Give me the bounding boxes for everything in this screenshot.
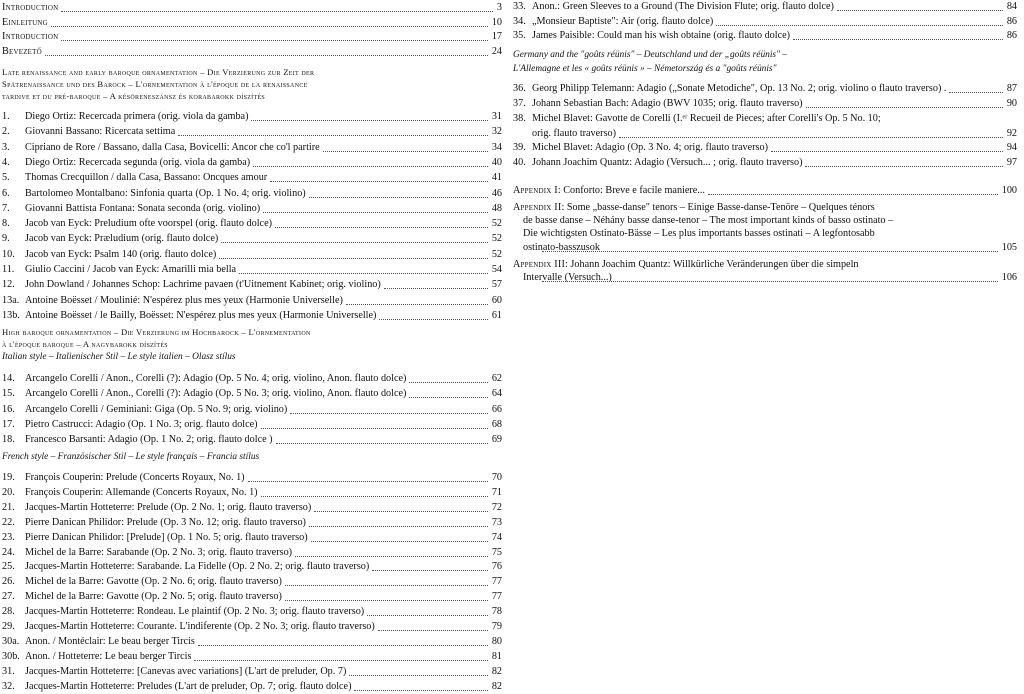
dotted-leader — [619, 137, 1003, 138]
entry-number: 33. — [513, 1, 526, 12]
toc-entry — [2, 1, 506, 15]
entry-page-number: 41 — [491, 172, 502, 184]
toc-entry — [513, 82, 1021, 96]
entry-title: Jacques-Martin Hotteterre: Courante. L'indiferente (Op. 2 No. 3; orig. flauto traverso) — [25, 621, 375, 632]
entry-number: 20. — [2, 486, 15, 498]
dotted-leader — [837, 10, 1003, 11]
entry-page-number: 46 — [491, 187, 502, 199]
entry-page-number: 54 — [491, 264, 502, 275]
entry-title: Jacques-Martin Hotteterre: [Canevas avec variations] (L'art de preluder, Op. 7) — [25, 665, 347, 677]
toc-entry — [2, 217, 506, 231]
entry-page-number: 105 — [1001, 241, 1017, 253]
entry-number: 40. — [513, 157, 526, 168]
toc-entry — [513, 127, 1021, 141]
toc-entry — [2, 560, 506, 574]
dotted-leader — [295, 556, 488, 557]
front-matter-title: Introduction — [2, 31, 59, 42]
entry-number: 9. — [2, 233, 10, 245]
entry-title: François Couperin: Allemande (Concerts Royaux, No. 1) — [25, 486, 258, 498]
entry-page-number: 86 — [1006, 30, 1017, 41]
toc-entry — [2, 16, 506, 30]
dotted-leader — [253, 166, 488, 167]
dotted-leader — [194, 660, 487, 661]
appendix-text: : Conforto: Breve e facile maniere... — [557, 185, 705, 196]
appendix-label: Appendix III — [513, 259, 566, 270]
entry-title: Jacques-Martin Hotteterre: Sarabande. La Fidelle (Op. 2 No. 2; orig. flauto traverso) — [25, 561, 370, 573]
toc-entry — [2, 110, 506, 124]
entry-title: Michel de la Barre: Sarabande (Op. 2 No. 3; orig. flauto traverso) — [25, 546, 293, 558]
dotted-leader — [61, 11, 493, 12]
entry-title: François Couperin: Prelude (Concerts Royaux, No. 1) — [25, 472, 245, 483]
toc-entry — [2, 263, 506, 277]
dotted-leader — [771, 151, 1003, 152]
entry-number: 23. — [2, 531, 15, 543]
entry-number: 36. — [513, 83, 526, 94]
entry-page-number: 72 — [491, 501, 502, 513]
dotted-leader — [261, 496, 488, 497]
entry-number: 37. — [513, 98, 526, 109]
entry-number: 5. — [2, 172, 10, 184]
entry-number: 18. — [2, 434, 15, 446]
entry-title: Thomas Crecquillon / dalla Casa, Bassano: Oncques amour — [25, 172, 268, 184]
dotted-leader — [178, 135, 488, 136]
entry-page-number: 32 — [491, 126, 502, 138]
dotted-leader — [323, 151, 488, 152]
entry-number: 7. — [2, 202, 10, 214]
entry-page-number: 52 — [491, 233, 502, 245]
dotted-leader — [290, 413, 488, 414]
entry-title: Diego Ortiz: Recercada segunda (orig. viola da gamba) — [25, 156, 251, 168]
entry-page-number: 92 — [1006, 127, 1017, 139]
entry-number: 39. — [513, 142, 526, 153]
entry-number: 4. — [2, 156, 10, 168]
entry-page-number: 31 — [491, 111, 502, 122]
entry-title: Jacob van Eyck: Psalm 140 (orig. flauto dolce) — [25, 248, 217, 260]
entry-number: 8. — [2, 218, 10, 230]
toc-entry — [2, 309, 506, 323]
dotted-leader — [221, 242, 488, 243]
toc-entry — [2, 680, 506, 694]
entry-number: 25. — [2, 561, 15, 573]
section-heading-renaissance — [2, 66, 506, 102]
appendix-line — [513, 227, 1021, 241]
toc-entry — [2, 141, 506, 155]
toc-entry — [2, 486, 506, 500]
dotted-leader — [309, 197, 488, 198]
toc-entry — [2, 650, 506, 664]
entry-page-number: 68 — [491, 418, 502, 430]
dotted-leader — [261, 428, 488, 429]
toc-entry — [2, 248, 506, 262]
entry-page-number: 100 — [1001, 185, 1017, 196]
toc-entry — [2, 575, 506, 589]
german-style-subheading-line2: L'Allemagne et les « goûts réünis » – Németország és a "goûts réünis" — [513, 64, 777, 74]
entry-page-number: 76 — [491, 561, 502, 573]
entry-title: Jacques-Martin Hotteterre: Prelude (Op. 2 No. 1; orig. flauto traverso) — [25, 501, 312, 513]
toc-entry — [2, 171, 506, 185]
entry-page-number: 74 — [491, 531, 502, 543]
entry-number: 19. — [2, 472, 15, 483]
dotted-leader — [198, 645, 488, 646]
dotted-leader — [219, 258, 488, 259]
entry-title: Anon. / Montéclair: Le beau berger Tircis — [25, 635, 195, 647]
entry-number: 21. — [2, 501, 15, 513]
section-heading-high-baroque — [2, 326, 506, 350]
entry-page-number: 71 — [491, 486, 502, 498]
entry-page-number: 86 — [1006, 15, 1017, 27]
toc-entry — [2, 202, 506, 216]
appendix-text: : Johann Joachim Quantz: Willkürliche Veränderungen über die simpeln — [565, 259, 859, 270]
entry-title: Pierre Danican Philidor: Prelude (Op. 3 No. 12; orig. flauto traverso) — [25, 516, 306, 528]
entry-page-number: 84 — [1006, 1, 1017, 12]
toc-entry — [2, 45, 506, 59]
dotted-leader — [949, 92, 1002, 93]
entry-title: Georg Philipp Telemann: Adagio („Sonate Metodiche", Op. 13 No. 2; orig. violino o flauto traverso) . — [532, 83, 947, 94]
dotted-leader — [384, 288, 488, 289]
entry-page-number: 69 — [491, 434, 502, 446]
entry-page-number: 70 — [491, 472, 502, 483]
entry-title: Arcangelo Corelli / Anon., Corelli (?): Adagio (Op. 5 No. 4; orig. violino, Anon. flauto dolce) — [25, 373, 407, 384]
entry-title: Jacob van Eyck: Præludium (orig. flauto dolce) — [25, 233, 219, 245]
entry-title: James Paisible: Could man his wish obtaine (orig. flauto dolce) — [532, 30, 791, 41]
toc-entry — [2, 30, 506, 44]
toc-entry — [2, 665, 506, 679]
entry-number: 26. — [2, 576, 15, 588]
entry-page-number: 62 — [491, 373, 502, 384]
entry-page-number: 3 — [496, 2, 502, 13]
entry-number: 3. — [2, 141, 10, 153]
dotted-leader — [716, 25, 1003, 26]
entry-title: Jacob van Eyck: Preludium ofte voorspel (orig. flauto dolce) — [25, 218, 272, 230]
appendix-text: : Some „basse-danse" tenors – Einige Basse-danse-Tenöre – Quelques ténors — [561, 202, 875, 213]
entry-page-number: 90 — [1006, 98, 1017, 109]
section-heading-line: High baroque ornamentation – Die Verzierung im Hochbarock – L'ornementation — [2, 327, 311, 337]
entry-number: 10. — [2, 248, 15, 260]
front-matter-title: Bevezető — [2, 45, 42, 57]
dotted-leader — [61, 40, 487, 41]
entry-number: 38. — [513, 113, 526, 124]
dotted-leader — [248, 481, 488, 482]
toc-entry — [2, 125, 506, 139]
toc-entry — [513, 15, 1021, 29]
entry-title: Giovanni Bassano: Ricercata settima — [25, 126, 176, 138]
italian-style-subheading: Italian style – Italienischer Stil – Le style italien – Olasz stílus — [2, 352, 236, 362]
entry-title: Antoine Boësset / Moulinié: N'espérez plus mes yeux (Harmonie Universelle) — [25, 294, 343, 306]
entry-title: Pietro Castrucci: Adagio (Op. 1 No. 3; orig. flauto dolce) — [25, 418, 258, 430]
dotted-leader — [354, 690, 487, 691]
entry-title: Diego Ortiz: Recercada primera (orig. viola da gamba) — [25, 111, 249, 122]
entry-number: 16. — [2, 403, 15, 415]
entry-page-number: 66 — [491, 403, 502, 415]
entry-number: 6. — [2, 187, 10, 199]
dotted-leader — [708, 194, 998, 195]
entry-page-number: 82 — [491, 665, 502, 677]
toc-entry — [2, 403, 506, 417]
entry-page-number: 79 — [491, 621, 502, 632]
entry-title: Anon. / Hotteterre: Le beau berger Tircis — [25, 650, 192, 662]
entry-number: 14. — [2, 373, 15, 384]
section-heading-line: tardive et du pré-baroque – A késöreneszánsz és korabarokk díszítés — [2, 91, 266, 101]
appendix-title — [513, 184, 705, 198]
toc-entry — [2, 516, 506, 530]
entry-title: Francesco Barsanti: Adagio (Op. 1 No. 2; orig. flauto dolce ) — [25, 434, 273, 446]
entry-number: 34. — [513, 15, 526, 27]
dotted-leader — [276, 443, 488, 444]
toc-entry — [2, 590, 506, 604]
toc-entry — [2, 635, 506, 649]
dotted-leader — [51, 26, 488, 27]
entry-title: Giovanni Battista Fontana: Sonata seconda (orig. violino) — [25, 202, 261, 214]
entry-title: Michel Blavet: Adagio (Op. 3 No. 4; orig. flauto traverso) — [532, 142, 768, 153]
toc-entry — [513, 0, 1021, 14]
entry-page-number: 24 — [491, 45, 502, 57]
section-heading-line: à l'époque baroque – A nagybarokk díszítés — [2, 339, 168, 349]
entry-title: John Dowland / Johannes Schop: Lachrime pavaen (t'Uitnement Kabinet; orig. violino) — [25, 279, 381, 291]
dotted-leader — [805, 166, 1002, 167]
entry-number: 35. — [513, 30, 526, 41]
entry-page-number: 94 — [1006, 142, 1017, 153]
entry-title: Johann Joachim Quantz: Adagio (Versuch... ; orig. flauto traverso) — [532, 157, 803, 168]
appendix-text: Die wichtigsten Ostinato-Bässe – Les plus importants basses ostinati – A legfontosabb — [523, 228, 875, 240]
entry-page-number: 48 — [491, 202, 502, 214]
entry-title: Giulio Caccini / Jacob van Eyck: Amarilli mia bella — [25, 264, 237, 275]
entry-title: Bartolomeo Montalbano: Sinfonia quarta (Op. 1 No. 4; orig. violino) — [25, 187, 306, 199]
toc-entry — [2, 433, 506, 447]
entry-number: 29. — [2, 621, 15, 632]
entry-number: 12. — [2, 279, 15, 291]
entry-title: Michel de la Barre: Gavotte (Op. 2 No. 5; orig. flauto traverso) — [25, 591, 282, 603]
entry-number: 13b. — [2, 309, 20, 321]
entry-number: 31. — [2, 665, 15, 677]
dotted-leader — [379, 319, 487, 320]
toc-entry — [2, 294, 506, 308]
appendix-entry — [513, 184, 1021, 198]
entry-title: Anon.: Green Sleeves to a Ground (The Division Flute; orig. flauto dolce) — [532, 1, 834, 12]
appendix-line — [513, 201, 1021, 215]
toc-entry — [2, 156, 506, 170]
toc-entry — [2, 372, 506, 386]
entry-title: Jacques-Martin Hotteterre: Rondeau. Le plaintif (Op. 2 No. 3; orig. flauto traverso) — [25, 606, 365, 618]
dotted-leader — [409, 397, 487, 398]
front-matter-title: Introduction — [2, 2, 59, 13]
toc-entry — [2, 187, 506, 201]
entry-page-number: 78 — [491, 606, 502, 618]
toc-entry — [2, 387, 506, 401]
entry-page-number: 60 — [491, 294, 502, 306]
entry-number: 2. — [2, 126, 10, 138]
dotted-leader — [367, 615, 488, 616]
entry-page-number: 52 — [491, 248, 502, 260]
entry-page-number: 57 — [491, 279, 502, 291]
entry-number: 30a. — [2, 635, 20, 647]
dotted-leader — [793, 39, 1003, 40]
entry-number: 32. — [2, 680, 15, 692]
appendix-line — [513, 241, 1021, 255]
entry-number: 28. — [2, 606, 15, 618]
dotted-leader — [263, 212, 488, 213]
dotted-leader — [378, 630, 488, 631]
entry-page-number: 77 — [491, 591, 502, 603]
appendix-line — [513, 214, 1021, 228]
toc-entry — [513, 156, 1021, 170]
french-style-subheading: French style – Französischer Stil – Le style français – Francia stílus — [2, 452, 260, 462]
dotted-leader — [372, 570, 488, 571]
entry-title: Arcangelo Corelli / Anon., Corelli (?): Adagio (Op. 5 No. 3; orig. violino, Anon. flauto dolce) — [25, 388, 407, 400]
dotted-leader — [45, 55, 488, 56]
appendix-text: de basse danse – Néhány basse danse-tenor – The most important kinds of basso ostinato – — [523, 215, 894, 227]
dotted-leader — [409, 382, 487, 383]
entry-title: Cipriano de Rore / Bassano, dalla Casa, Bovicelli: Ancor che co'l partire — [25, 141, 320, 153]
dotted-leader — [275, 227, 488, 228]
entry-page-number: 87 — [1006, 83, 1017, 94]
entry-page-number: 34 — [491, 141, 502, 153]
entry-title: Pierre Danican Philidor: [Prelude] (Op. 1 No. 5; orig. flauto traverso) — [25, 531, 308, 543]
toc-entry — [513, 97, 1021, 111]
toc-entry — [2, 471, 506, 485]
entry-number: 1. — [2, 111, 10, 122]
entry-number: 11. — [2, 264, 15, 275]
german-style-subheading-line1: Germany and the "goûts réünis" – Deutschland und der „goûts réünis" – — [513, 50, 788, 60]
entry-title: Antoine Boësset / le Bailly, Boësset: N'espérez plus mes yeux (Harmonie Universelle) — [25, 309, 377, 321]
toc-entry — [2, 418, 506, 432]
toc-entry — [513, 112, 1021, 126]
entry-page-number: 40 — [491, 156, 502, 168]
entry-title: „Monsieur Baptiste": Air (orig. flauto dolce) — [532, 15, 714, 27]
entry-page-number: 77 — [491, 576, 502, 588]
entry-page-number: 75 — [491, 546, 502, 558]
toc-entry — [513, 141, 1021, 155]
entry-number: 27. — [2, 591, 15, 603]
entry-page-number: 64 — [491, 388, 502, 400]
section-heading-line: Spätrenaissance und des Barock – L'ornementation à l'époque de la renaissance — [2, 79, 308, 89]
dotted-leader — [542, 281, 997, 282]
entry-page-number: 17 — [491, 31, 502, 42]
entry-page-number: 80 — [491, 635, 502, 647]
appendix-text: Intervalle (Versuch...) — [523, 272, 612, 284]
entry-title: Jacques-Martin Hotteterre: Preludes (L'art de preluder, Op. 7; orig. flauto dolce) — [25, 680, 352, 692]
dotted-leader — [806, 107, 1003, 108]
toc-entry — [2, 501, 506, 515]
dotted-leader — [285, 585, 488, 586]
entry-number: 13a. — [2, 294, 20, 306]
entry-number: 15. — [2, 388, 15, 400]
dotted-leader — [285, 600, 488, 601]
toc-entry — [2, 620, 506, 634]
entry-number: 22. — [2, 516, 15, 528]
dotted-leader — [311, 541, 488, 542]
entry-title: Johann Sebastian Bach: Adagio (BWV 1035; orig. flauto traverso) — [532, 98, 803, 109]
entry-page-number: 10 — [491, 16, 502, 28]
dotted-leader — [270, 181, 488, 182]
entry-title: Michel Blavet: Gavotte de Corelli (I.ᵉʳ Recueil de Pieces; after Corelli's Op. 5 No. 10; — [532, 113, 881, 124]
dotted-leader — [251, 120, 487, 121]
entry-number: 17. — [2, 418, 15, 430]
toc-entry — [2, 278, 506, 292]
dotted-leader — [349, 675, 487, 676]
entry-title: Arcangelo Corelli / Geminiani: Giga (Op. 5 No. 9; orig. violino) — [25, 403, 288, 415]
entry-title: Michel de la Barre: Gavotte (Op. 2 No. 6; orig. flauto traverso) — [25, 576, 282, 588]
entry-page-number: 52 — [491, 218, 502, 230]
entry-page-number: 73 — [491, 516, 502, 528]
dotted-leader — [346, 304, 488, 305]
entry-page-number: 106 — [1001, 272, 1017, 284]
toc-entry — [2, 232, 506, 246]
dotted-leader — [314, 511, 488, 512]
toc-entry — [2, 605, 506, 619]
toc-entry — [513, 29, 1021, 43]
entry-page-number: 82 — [491, 680, 502, 692]
entry-page-number: 61 — [491, 309, 502, 321]
appendix-line — [513, 258, 1021, 272]
entry-number: 30b. — [2, 650, 20, 662]
entry-number: 24. — [2, 546, 15, 558]
appendix-text: ostinato-basszusok — [523, 241, 600, 253]
appendix-label: Appendix I — [513, 185, 558, 196]
entry-page-number: 81 — [491, 650, 502, 662]
dotted-leader — [309, 526, 488, 527]
appendix-label: Appendix II — [513, 202, 562, 213]
section-heading-line: Late renaissance and early baroque ornamentation – Die Verzierung zur Zeit der — [2, 67, 315, 77]
front-matter-title: Einleitung — [2, 16, 48, 28]
entry-page-number: 97 — [1006, 157, 1017, 168]
appendix-line — [513, 271, 1021, 285]
toc-entry — [2, 546, 506, 560]
toc-entry — [2, 531, 506, 545]
dotted-leader — [239, 273, 488, 274]
dotted-leader — [542, 251, 997, 252]
entry-title-continued: orig. flauto traverso) — [532, 127, 617, 139]
